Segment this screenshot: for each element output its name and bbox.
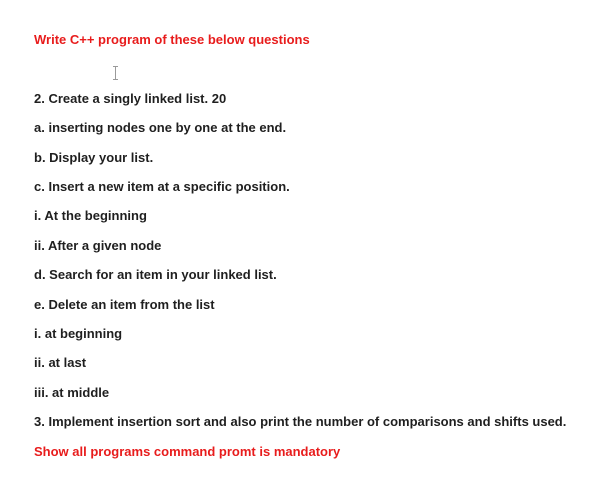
question-2e: e. Delete an item from the list [34,297,215,312]
question-2a: a. inserting nodes one by one at the end. [34,120,287,135]
mandatory-note: Show all programs command promt is mandatory [34,444,341,459]
question-2e-iii: iii. at middle [34,385,110,400]
question-2c-ii: ii. After a given node [34,238,162,253]
question-2b: b. Display your list. [34,150,154,165]
question-3: 3. Implement insertion sort and also print the number of comparisons and shifts used. [34,414,567,429]
question-2e-i: i. at beginning [34,326,123,341]
question-2d: d. Search for an item in your linked list. [34,267,277,282]
question-2: 2. Create a singly linked list. 20 [34,91,227,106]
text-cursor-icon [113,66,119,80]
question-2e-ii: ii. at last [34,355,87,370]
assignment-heading: Write C++ program of these below questions [34,32,310,47]
question-2c-i: i. At the beginning [34,208,147,223]
question-2c: c. Insert a new item at a specific position. [34,179,290,194]
